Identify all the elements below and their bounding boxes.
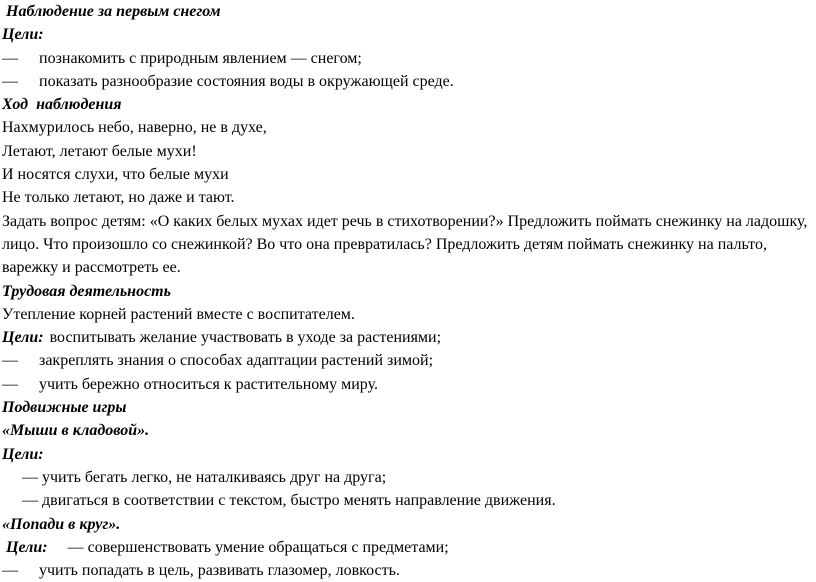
game2-goals-line bbox=[2, 536, 814, 559]
game2-goal-text: учить попадать в цель, развивать глазомер, ловкость. bbox=[39, 562, 400, 580]
game2-goals-label: Цели: bbox=[6, 538, 48, 556]
work-text: Утепление корней растений вместе с воспитателем. bbox=[2, 305, 355, 323]
game1-goal-item: — учить бегать легко, не наталкиваясь друг на друга; bbox=[22, 468, 387, 486]
goals-heading: Цели: bbox=[2, 26, 44, 44]
dash-mark: — bbox=[2, 49, 18, 67]
game1-goal-item: — двигаться в соответствии с текстом, быстро менять направление движения. bbox=[22, 492, 556, 510]
poem-line: И носятся слухи, что белые мухи bbox=[2, 166, 229, 184]
goal-item bbox=[2, 70, 814, 93]
dash-mark: — bbox=[2, 375, 18, 393]
goal-text: показать разнообразие состояния воды в окружающей среде. bbox=[39, 72, 454, 90]
work-goals-label: Цели: bbox=[2, 329, 44, 347]
dash-mark: — bbox=[2, 352, 18, 370]
dash-mark: — bbox=[2, 562, 18, 580]
work-goal-item bbox=[2, 373, 814, 396]
work-goals-line bbox=[2, 326, 814, 349]
game1-goals-heading: Цели: bbox=[2, 445, 44, 463]
work-goal-item bbox=[2, 349, 814, 372]
goal-item bbox=[2, 47, 814, 70]
poem-line: Летают, летают белые мухи! bbox=[2, 142, 197, 160]
progress-heading bbox=[2, 93, 814, 116]
progress-heading-text: Ход наблюдения bbox=[2, 96, 122, 114]
work-goal-text: учить бережно относиться к растительному миру. bbox=[39, 375, 378, 393]
document-title: Наблюдение за первым снегом bbox=[6, 3, 221, 20]
task-paragraph: Задать вопрос детям: «О каких белых мухах идет речь в стихотворении?» Предложить поймать снежинку на ладошку, лицо. Что произошло со снежинкой? Во что она превратилась? Предложить детям поймать снежинку на пальто, варежку и рассмотреть ее. bbox=[2, 212, 808, 277]
games-heading: Подвижные игры bbox=[2, 399, 127, 417]
game1-title: «Мыши в кладовой». bbox=[2, 422, 150, 440]
poem-line: Нахмурилось небо, наверно, не в духе, bbox=[2, 119, 267, 137]
dash-mark: — bbox=[2, 72, 18, 90]
game2-goal-item bbox=[2, 559, 814, 582]
work-goal-text: воспитывать желание участвовать в уходе за растениями; bbox=[49, 329, 442, 347]
goal-text: познакомить с природным явлением — снегом; bbox=[39, 49, 362, 67]
work-heading: Трудовая деятельность bbox=[2, 282, 171, 300]
poem-line: Не только летают, но даже и тают. bbox=[2, 189, 235, 207]
game2-title: «Попади в круг». bbox=[2, 515, 121, 533]
work-goal-text: закреплять знания о способах адаптации растений зимой; bbox=[39, 352, 434, 370]
game2-goal-text: — совершенствовать умение обращаться с предметами; bbox=[67, 538, 449, 556]
document bbox=[2, 0, 814, 582]
